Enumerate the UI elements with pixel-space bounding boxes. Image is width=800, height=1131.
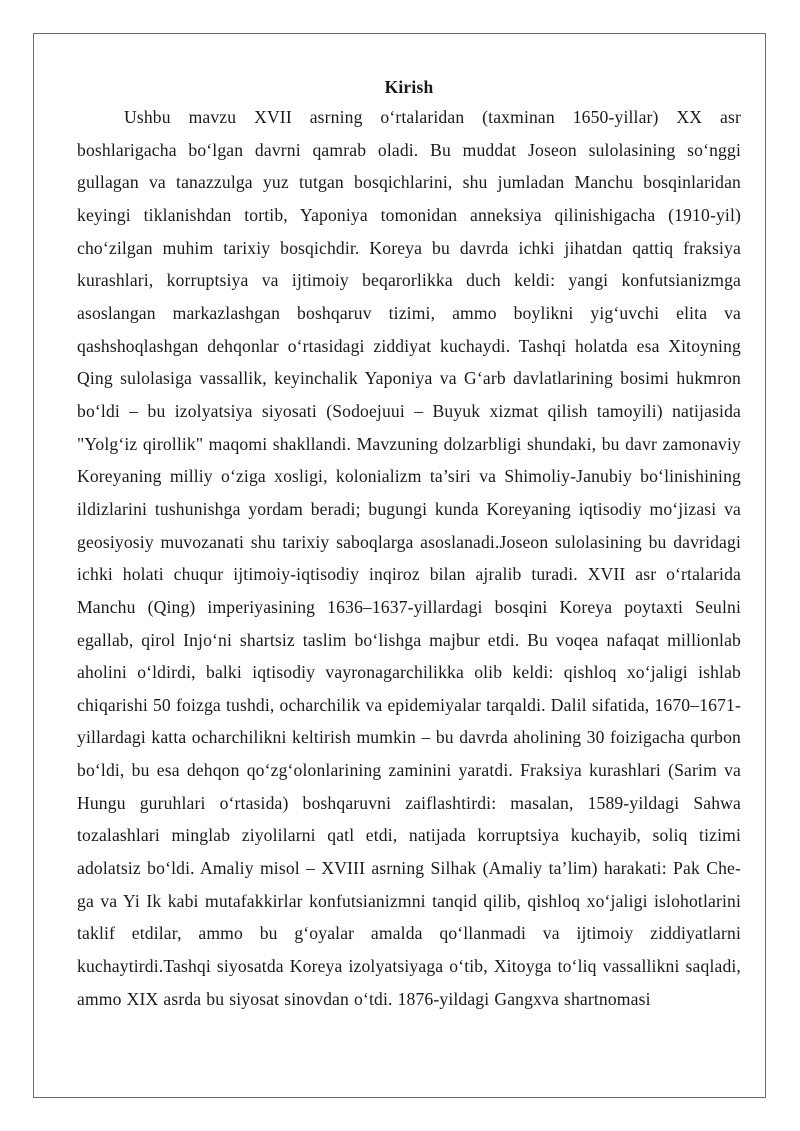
document-title: Kirish [384,77,434,97]
document-body [77,74,741,1015]
body-paragraph: Ushbu mavzu XVII asrning o‘rtalaridan (taxminan 1650-yillar) XX asr boshlarigacha bo‘lgan davrni qamrab oladi. Bu muddat Joseon sulolasining so‘nggi gullagan va tanazzulga yuz tutgan bosqichlarini, shu jumladan Manchu bosqinlaridan keyingi tiklanishdan tortib, Yaponiya tomonidan anneksiya qilinishigacha (1910-yil) cho‘zilgan muhim tarixiy bosqichdir. Koreya bu davrda ichki jihatdan qattiq fraksiya kurashlari, korruptsiya va ijtimoiy beqarorlikka duch keldi: yangi konfutsianizmga asoslangan markazlashgan boshqaruv tizimi, ammo boylikni yig‘uvchi elita va qashshoqlashgan dehqonlar o‘rtasidagi ziddiyat kuchaydi. Tashqi holatda esa Xitoyning Qing sulolasiga vassallik, keyinchalik Yaponiya va G‘arb davlatlarining bosimi hukmron bo‘ldi – bu izolyatsiya siyosati (Sodoejuui – Buyuk xizmat qilish tamoyili) natijasida "Yolg‘iz qirollik" maqomi shakllandi. Mavzuning dolzarbligi shundaki, bu davr zamonaviy Koreyaning milliy o‘ziga xosligi, kolonializm ta’siri va Shimoliy-Janubiy bo‘linishining ildizlarini tushunishga yordam beradi; bugungi kunda Koreyaning iqtisodiy mo‘jizasi va geosiyosiy muvozanati shu tarixiy saboqlarga asoslanadi.Joseon sulolasining bu davridagi ichki holati chuqur ijtimoiy-iqtisodiy inqiroz bilan ajralib turadi. XVII asr o‘rtalarida Manchu (Qing) imperiyasining 1636–1637-yillardagi bosqini Koreya poytaxti Seulni egallab, qirol Injo‘ni shartsiz taslim bo‘lishga majbur etdi. Bu voqea nafaqat millionlab aholini o‘ldirdi, balki iqtisodiy vayronagarchilikka olib keldi: qishloq xo‘jaligi ishlab chiqarishi 50 foizga tushdi, ocharchilik va epidemiyalar tarqaldi. Dalil sifatida, 1670–1671-yillardagi katta ocharchilikni keltirish mumkin – bu davrda aholining 30 foizigacha qurbon bo‘ldi, bu esa dehqon qo‘zg‘olonlarining zaminini yaratdi. Fraksiya kurashlari (Sarim va Hungu guruhlari o‘rtasida) boshqaruvni zaiflashtirdi: masalan, 1589-yildagi Sahwa tozalashlari minglab ziyolilarni qatl etdi, natijada korruptsiya kuchayib, soliq tizimi adolatsiz bo‘ldi. Amaliy misol – XVIII asrning Silhak (Amaliy ta’lim) harakati: Pak Che-ga va Yi Ik kabi mutafakkirlar konfutsianizmni tanqid qilib, qishloq xo‘jaligi islohotlarini taklif etdilar, ammo bu g‘oyalar amalda qo‘llanmadi va ijtimoiy ziddiyatlarni kuchaytirdi.Tashqi siyosatda Koreya izolyatsiyaga o‘tib, Xitoyga to‘liq vassallikni saqladi, ammo XIX asrda bu siyosat sinovdan o‘tdi. 1876-yildagi Gangxva shartnomasi [77,107,741,1009]
